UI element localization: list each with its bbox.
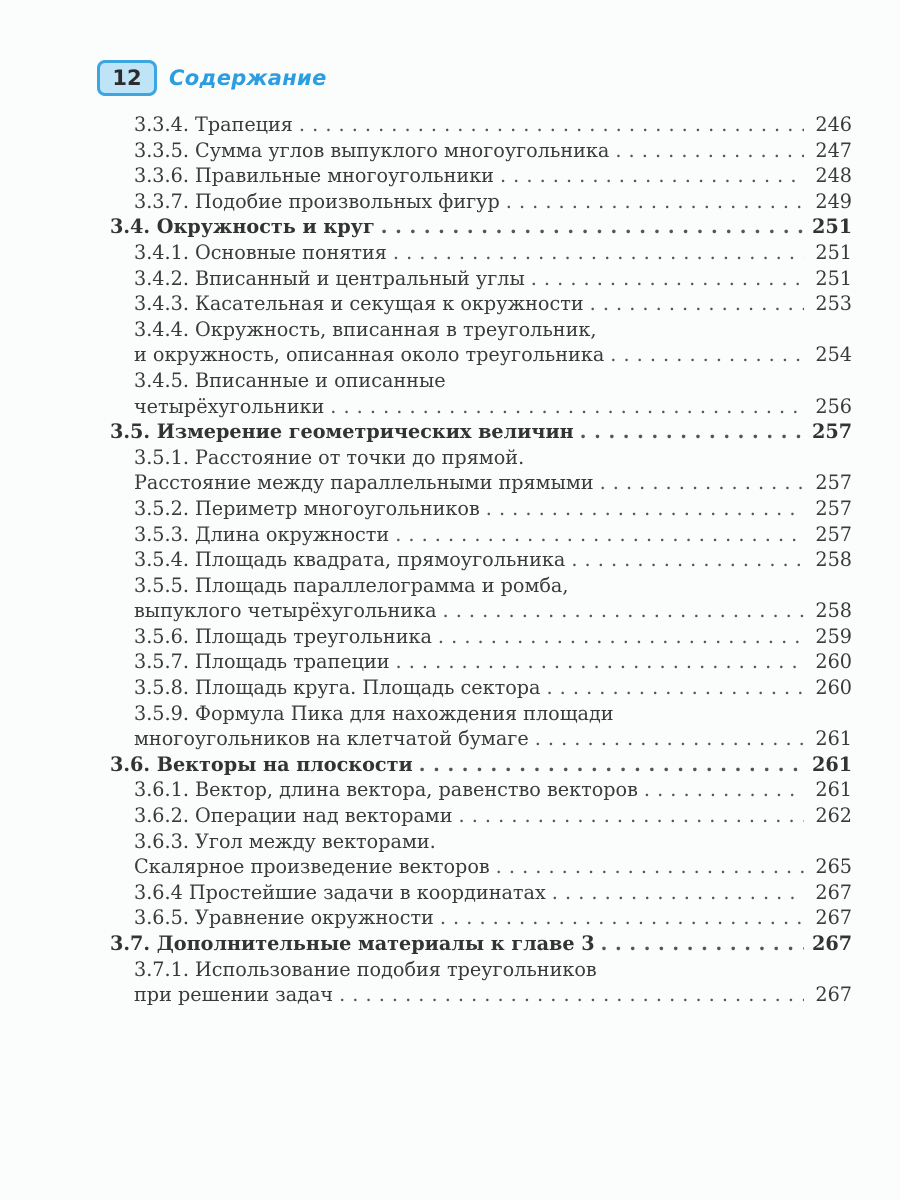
toc-page-number: 254 — [815, 343, 852, 367]
dot-leader — [552, 880, 804, 906]
toc-page-number: 248 — [815, 164, 852, 188]
toc-entry-title: 3.5.2. Периметр многоугольников — [134, 496, 480, 520]
toc-entry-title: 3.3.4. Трапеция — [134, 113, 293, 136]
toc-entry-title: 3.4.1. Основные понятия — [134, 240, 387, 264]
dot-leader — [580, 419, 804, 445]
toc-entry-title: 3.6.4 Простейшие задачи в координатах — [134, 880, 546, 904]
toc-page-number: 253 — [815, 292, 852, 316]
toc-subsection-entry — [110, 342, 852, 368]
dot-leader — [644, 777, 804, 803]
dot-leader — [546, 675, 804, 701]
toc-page-number: 261 — [815, 778, 852, 802]
dot-leader — [381, 214, 804, 240]
toc-entry-title: и окружность, описанная около треугольника — [134, 343, 605, 367]
dot-leader — [610, 342, 804, 368]
toc-subsection-entry — [110, 982, 852, 1008]
toc-entry-title: 3.5.6. Площадь треугольника — [134, 624, 432, 648]
toc-subsection-entry — [110, 112, 852, 138]
toc-entry-title: 3.6.2. Операции над векторами — [134, 804, 453, 828]
dot-leader — [600, 470, 804, 496]
toc-entry-title: 3.6.5. Уравнение окружности — [134, 906, 434, 930]
toc-page-number: 260 — [815, 676, 852, 700]
toc-page-number: 257 — [812, 420, 853, 444]
toc-subsection-entry — [110, 854, 852, 880]
toc-page-number: 249 — [815, 189, 852, 213]
toc-entry-title: 3.3.7. Подобие произвольных фигур — [134, 189, 500, 213]
toc-entry-title: 3.4.5. Вписанные и описанные — [134, 368, 446, 392]
dot-leader — [396, 649, 804, 675]
dot-leader — [615, 138, 804, 164]
dot-leader — [443, 598, 804, 624]
toc-subsection-entry — [110, 445, 852, 471]
toc-subsection-entry — [110, 547, 852, 573]
toc-subsection-entry — [110, 649, 852, 675]
toc-subsection-entry — [110, 138, 852, 164]
dot-leader — [590, 291, 804, 317]
toc-subsection-entry — [110, 777, 852, 803]
dot-leader — [535, 726, 804, 752]
toc-entry-title: четырёхугольники — [134, 394, 325, 418]
toc-section-entry — [110, 214, 852, 240]
table-of-contents — [110, 112, 852, 1008]
page-number-badge: 12 — [97, 60, 157, 96]
toc-page-number: 261 — [815, 727, 852, 751]
toc-entry-title: 3.5.9. Формула Пика для нахождения площади — [134, 701, 614, 725]
toc-subsection-entry — [110, 470, 852, 496]
dot-leader — [330, 394, 804, 420]
toc-entry-title: 3.4. Окружность и круг — [110, 215, 375, 239]
toc-subsection-entry — [110, 675, 852, 701]
toc-page-number: 265 — [815, 855, 852, 879]
dot-leader — [500, 163, 804, 189]
toc-subsection-entry — [110, 701, 852, 727]
toc-entry-title: 3.3.5. Сумма углов выпуклого многоугольника — [134, 138, 610, 162]
toc-subsection-entry — [110, 317, 852, 343]
dot-leader — [395, 522, 804, 548]
toc-subsection-entry — [110, 496, 852, 522]
toc-page-number: 267 — [815, 906, 852, 930]
toc-page-number: 256 — [815, 394, 852, 418]
dot-leader — [486, 496, 804, 522]
toc-entry-title: 3.5.8. Площадь круга. Площадь сектора — [134, 676, 541, 700]
dot-leader — [393, 240, 804, 266]
toc-page-number: 257 — [815, 522, 852, 546]
toc-subsection-entry — [110, 624, 852, 650]
toc-entry-title: 3.7. Дополнительные материалы к главе 3 — [110, 932, 595, 955]
toc-entry-title: 3.5.4. Площадь квадрата, прямоугольника — [134, 548, 566, 572]
toc-entry-title: 3.5.3. Длина окружности — [134, 522, 390, 546]
toc-entry-title: Скалярное произведение векторов — [134, 855, 490, 879]
toc-page-number: 267 — [812, 932, 853, 955]
toc-entry-title: 3.4.2. Вписанный и центральный углы — [134, 266, 525, 290]
toc-subsection-entry — [110, 368, 852, 394]
toc-page-number: 246 — [815, 113, 852, 136]
toc-subsection-entry — [110, 905, 852, 931]
toc-entry-title: 3.5.1. Расстояние от точки до прямой. — [134, 445, 525, 469]
toc-page-number: 258 — [815, 599, 852, 623]
toc-subsection-entry — [110, 880, 852, 906]
section-title: Содержание — [169, 66, 327, 90]
toc-entry-title: 3.6. Векторы на плоскости — [110, 752, 413, 776]
toc-page-number: 247 — [815, 138, 852, 162]
toc-page-number: 258 — [815, 548, 852, 572]
toc-section-entry — [110, 752, 852, 778]
toc-page-number: 260 — [815, 650, 852, 674]
dot-leader — [496, 854, 804, 880]
dot-leader — [438, 624, 804, 650]
dot-leader — [531, 266, 804, 292]
toc-entry-title: 3.6.3. Угол между векторами. — [134, 829, 436, 853]
dot-leader — [571, 547, 804, 573]
toc-subsection-entry — [110, 291, 852, 317]
page-header — [97, 60, 327, 96]
toc-subsection-entry — [110, 598, 852, 624]
dot-leader — [601, 931, 804, 957]
dot-leader — [459, 803, 804, 829]
toc-entry-title: 3.5. Измерение геометрических величин — [110, 420, 574, 444]
toc-page-number: 251 — [815, 266, 852, 290]
toc-subsection-entry — [110, 394, 852, 420]
toc-page-number: 257 — [815, 496, 852, 520]
toc-page-number: 259 — [815, 624, 852, 648]
toc-entry-title: многоугольников на клетчатой бумаге — [134, 727, 529, 751]
toc-entry-title: 3.4.4. Окружность, вписанная в треугольник, — [134, 317, 597, 341]
toc-subsection-entry — [110, 163, 852, 189]
dot-leader — [419, 752, 804, 778]
toc-entry-title: 3.4.3. Касательная и секущая к окружности — [134, 292, 584, 316]
dot-leader — [440, 905, 804, 931]
toc-subsection-entry — [110, 240, 852, 266]
dot-leader — [506, 189, 804, 215]
toc-entry-title: выпуклого четырёхугольника — [134, 599, 437, 623]
toc-entry-title: 3.7.1. Использование подобия треугольников — [134, 957, 597, 981]
toc-entry-title: 3.5.7. Площадь трапеции — [134, 650, 390, 674]
toc-subsection-entry — [110, 573, 852, 599]
toc-page-number: 267 — [815, 880, 852, 904]
toc-entry-title: Расстояние между параллельными прямыми — [134, 471, 594, 495]
toc-entry-title: при решении задач — [134, 983, 334, 1007]
toc-subsection-entry — [110, 957, 852, 983]
toc-page-number: 261 — [812, 752, 853, 776]
toc-subsection-entry — [110, 803, 852, 829]
toc-page-number: 262 — [815, 804, 852, 828]
toc-subsection-entry — [110, 726, 852, 752]
toc-entry-title: 3.6.1. Вектор, длина вектора, равенство векторов — [134, 778, 638, 802]
toc-section-entry — [110, 931, 852, 957]
toc-subsection-entry — [110, 829, 852, 855]
toc-page-number: 267 — [815, 983, 852, 1007]
toc-page-number: 257 — [815, 471, 852, 495]
toc-entry-title: 3.3.6. Правильные многоугольники — [134, 164, 494, 188]
toc-subsection-entry — [110, 266, 852, 292]
toc-section-entry — [110, 419, 852, 445]
toc-subsection-entry — [110, 522, 852, 548]
dot-leader — [299, 112, 804, 138]
toc-page-number: 251 — [812, 215, 853, 239]
toc-page-number: 251 — [815, 240, 852, 264]
dot-leader — [339, 982, 804, 1008]
toc-entry-title: 3.5.5. Площадь параллелограмма и ромба, — [134, 573, 569, 597]
toc-subsection-entry — [110, 189, 852, 215]
